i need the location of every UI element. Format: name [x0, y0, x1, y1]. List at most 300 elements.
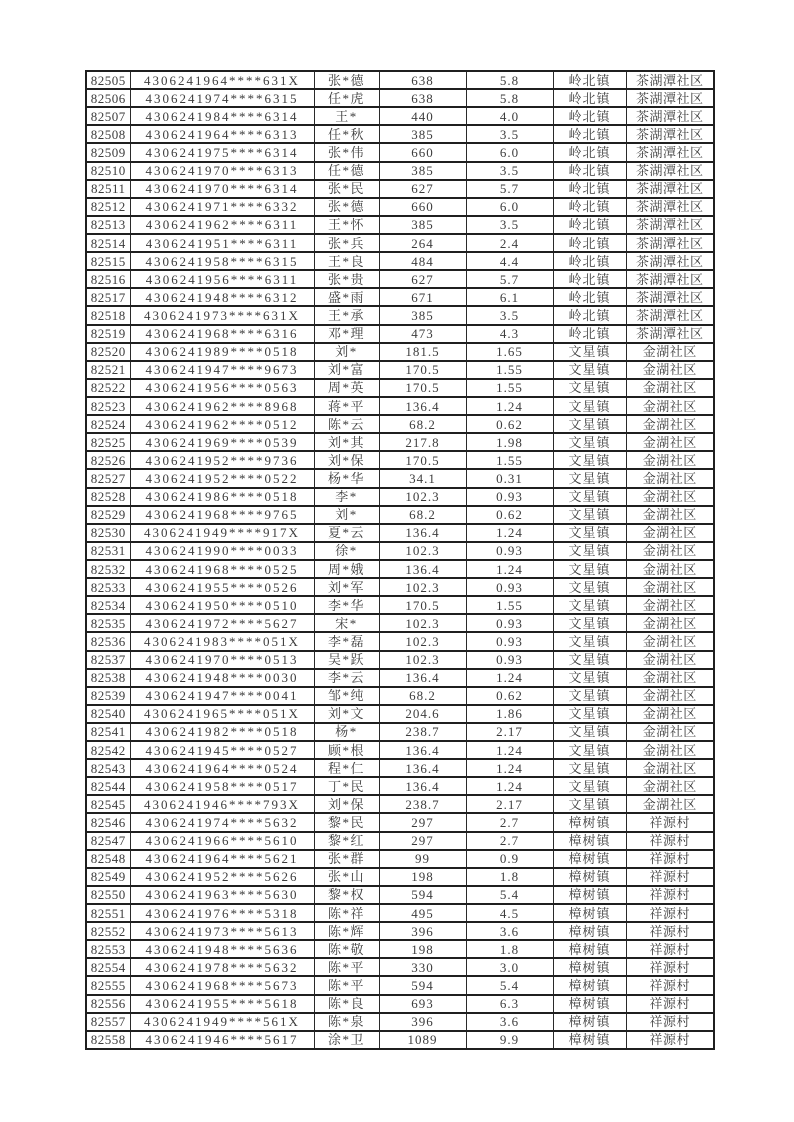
table-row — [86, 71, 714, 89]
cell-town: 文星镇 — [553, 723, 626, 741]
cell-sequence-number: 82516 — [86, 270, 130, 288]
cell-masked-name: 刘*军 — [314, 578, 379, 596]
cell-town: 文星镇 — [553, 560, 626, 578]
cell-masked-name: 周*英 — [314, 379, 379, 397]
cell-sequence-number: 82533 — [86, 578, 130, 596]
cell-town: 文星镇 — [553, 506, 626, 524]
cell-masked-id-number: 4306241962****0512 — [130, 415, 314, 433]
cell-sequence-number: 82511 — [86, 180, 130, 198]
cell-sequence-number: 82544 — [86, 777, 130, 795]
cell-rate: 0.93 — [466, 614, 553, 632]
cell-masked-id-number: 4306241982****0518 — [130, 723, 314, 741]
cell-rate: 3.5 — [466, 125, 553, 143]
cell-community: 茶湖潭社区 — [626, 143, 714, 161]
cell-masked-name: 张*山 — [314, 868, 379, 886]
table-row — [86, 469, 714, 487]
table-row — [86, 162, 714, 180]
cell-sequence-number: 82509 — [86, 143, 130, 161]
cell-community: 金湖社区 — [626, 795, 714, 813]
cell-masked-id-number: 4306241972****5627 — [130, 614, 314, 632]
cell-community: 祥源村 — [626, 1031, 714, 1049]
table-row — [86, 596, 714, 614]
cell-sequence-number: 82541 — [86, 723, 130, 741]
cell-sequence-number: 82528 — [86, 488, 130, 506]
cell-sequence-number: 82518 — [86, 306, 130, 324]
cell-town: 文星镇 — [553, 596, 626, 614]
cell-town: 文星镇 — [553, 469, 626, 487]
cell-masked-name: 丁*民 — [314, 777, 379, 795]
table-row — [86, 741, 714, 759]
cell-masked-name: 周*娥 — [314, 560, 379, 578]
cell-amount: 68.2 — [379, 506, 466, 524]
table-row — [86, 995, 714, 1013]
cell-sequence-number: 82531 — [86, 542, 130, 560]
cell-rate: 9.9 — [466, 1031, 553, 1049]
table-row — [86, 904, 714, 922]
cell-sequence-number: 82545 — [86, 795, 130, 813]
cell-town: 岭北镇 — [553, 125, 626, 143]
cell-rate: 0.93 — [466, 651, 553, 669]
cell-amount: 627 — [379, 180, 466, 198]
cell-town: 樟树镇 — [553, 976, 626, 994]
cell-amount: 136.4 — [379, 397, 466, 415]
cell-sequence-number: 82520 — [86, 343, 130, 361]
cell-sequence-number: 82549 — [86, 868, 130, 886]
table-row — [86, 632, 714, 650]
cell-community: 金湖社区 — [626, 669, 714, 687]
cell-community: 金湖社区 — [626, 343, 714, 361]
cell-town: 樟树镇 — [553, 850, 626, 868]
cell-masked-id-number: 4306241973****631X — [130, 306, 314, 324]
cell-masked-name: 夏*云 — [314, 524, 379, 542]
cell-sequence-number: 82546 — [86, 813, 130, 831]
cell-rate: 5.4 — [466, 886, 553, 904]
cell-town: 岭北镇 — [553, 162, 626, 180]
cell-sequence-number: 82543 — [86, 759, 130, 777]
cell-amount: 34.1 — [379, 469, 466, 487]
cell-amount: 627 — [379, 270, 466, 288]
cell-community: 茶湖潭社区 — [626, 89, 714, 107]
cell-masked-name: 陈*祥 — [314, 904, 379, 922]
cell-town: 岭北镇 — [553, 234, 626, 252]
cell-masked-id-number: 4306241974****5632 — [130, 813, 314, 831]
cell-community: 茶湖潭社区 — [626, 325, 714, 343]
cell-community: 金湖社区 — [626, 578, 714, 596]
cell-community: 祥源村 — [626, 850, 714, 868]
cell-rate: 0.62 — [466, 687, 553, 705]
cell-community: 祥源村 — [626, 922, 714, 940]
table-row — [86, 397, 714, 415]
cell-rate: 2.7 — [466, 832, 553, 850]
cell-masked-id-number: 4306241976****5318 — [130, 904, 314, 922]
table-row — [86, 125, 714, 143]
cell-masked-id-number: 4306241964****6313 — [130, 125, 314, 143]
cell-community: 茶湖潭社区 — [626, 306, 714, 324]
cell-masked-name: 黎*权 — [314, 886, 379, 904]
cell-masked-name: 黎*红 — [314, 832, 379, 850]
cell-masked-name: 张*民 — [314, 180, 379, 198]
cell-amount: 594 — [379, 886, 466, 904]
cell-community: 金湖社区 — [626, 433, 714, 451]
cell-masked-name: 张*德 — [314, 198, 379, 216]
cell-town: 文星镇 — [553, 451, 626, 469]
table-row — [86, 216, 714, 234]
cell-rate: 0.93 — [466, 632, 553, 650]
table-row — [86, 669, 714, 687]
cell-rate: 1.55 — [466, 361, 553, 379]
table-row — [86, 143, 714, 161]
cell-masked-id-number: 4306241958****6315 — [130, 252, 314, 270]
cell-rate: 0.93 — [466, 542, 553, 560]
cell-amount: 136.4 — [379, 560, 466, 578]
cell-masked-name: 程*仁 — [314, 759, 379, 777]
cell-sequence-number: 82526 — [86, 451, 130, 469]
table-row — [86, 180, 714, 198]
table-row — [86, 1031, 714, 1049]
table-row — [86, 107, 714, 125]
cell-masked-id-number: 4306241955****0526 — [130, 578, 314, 596]
table-row — [86, 922, 714, 940]
cell-rate: 3.6 — [466, 922, 553, 940]
cell-community: 茶湖潭社区 — [626, 107, 714, 125]
cell-town: 文星镇 — [553, 651, 626, 669]
cell-rate: 4.3 — [466, 325, 553, 343]
cell-amount: 136.4 — [379, 741, 466, 759]
cell-rate: 1.65 — [466, 343, 553, 361]
cell-sequence-number: 82529 — [86, 506, 130, 524]
table-row — [86, 542, 714, 560]
cell-masked-name: 王*怀 — [314, 216, 379, 234]
cell-town: 文星镇 — [553, 705, 626, 723]
cell-sequence-number: 82525 — [86, 433, 130, 451]
table-row — [86, 940, 714, 958]
cell-community: 金湖社区 — [626, 596, 714, 614]
cell-amount: 385 — [379, 162, 466, 180]
cell-amount: 660 — [379, 143, 466, 161]
cell-rate: 4.0 — [466, 107, 553, 125]
cell-masked-name: 刘*保 — [314, 795, 379, 813]
cell-sequence-number: 82523 — [86, 397, 130, 415]
cell-masked-name: 涂*卫 — [314, 1031, 379, 1049]
cell-amount: 660 — [379, 198, 466, 216]
cell-masked-id-number: 4306241956****0563 — [130, 379, 314, 397]
cell-masked-name: 刘*保 — [314, 451, 379, 469]
cell-masked-name: 陈*良 — [314, 995, 379, 1013]
cell-community: 茶湖潭社区 — [626, 198, 714, 216]
table-row — [86, 795, 714, 813]
cell-town: 文星镇 — [553, 379, 626, 397]
table-row — [86, 813, 714, 831]
cell-town: 樟树镇 — [553, 1031, 626, 1049]
cell-community: 金湖社区 — [626, 397, 714, 415]
cell-masked-name: 陈*云 — [314, 415, 379, 433]
cell-town: 樟树镇 — [553, 922, 626, 940]
cell-town: 岭北镇 — [553, 306, 626, 324]
cell-town: 岭北镇 — [553, 252, 626, 270]
cell-rate: 0.31 — [466, 469, 553, 487]
cell-rate: 6.0 — [466, 198, 553, 216]
cell-masked-id-number: 4306241970****0513 — [130, 651, 314, 669]
cell-town: 文星镇 — [553, 614, 626, 632]
cell-sequence-number: 82540 — [86, 705, 130, 723]
table-row — [86, 343, 714, 361]
cell-community: 茶湖潭社区 — [626, 234, 714, 252]
cell-masked-id-number: 4306241964****5621 — [130, 850, 314, 868]
cell-masked-name: 王*良 — [314, 252, 379, 270]
cell-amount: 330 — [379, 958, 466, 976]
cell-amount: 638 — [379, 71, 466, 89]
cell-community: 茶湖潭社区 — [626, 216, 714, 234]
cell-masked-name: 张*伟 — [314, 143, 379, 161]
cell-masked-name: 徐* — [314, 542, 379, 560]
cell-masked-id-number: 4306241952****9736 — [130, 451, 314, 469]
table-row — [86, 578, 714, 596]
cell-community: 茶湖潭社区 — [626, 71, 714, 89]
cell-amount: 136.4 — [379, 524, 466, 542]
cell-masked-name: 陈*平 — [314, 958, 379, 976]
cell-sequence-number: 82513 — [86, 216, 130, 234]
cell-masked-id-number: 4306241947****0041 — [130, 687, 314, 705]
cell-masked-name: 刘* — [314, 506, 379, 524]
cell-amount: 264 — [379, 234, 466, 252]
cell-community: 金湖社区 — [626, 759, 714, 777]
cell-sequence-number: 82527 — [86, 469, 130, 487]
cell-masked-name: 王*承 — [314, 306, 379, 324]
records-table-body — [86, 71, 714, 1049]
cell-masked-id-number: 4306241978****5632 — [130, 958, 314, 976]
cell-masked-name: 顾*根 — [314, 741, 379, 759]
cell-amount: 170.5 — [379, 361, 466, 379]
cell-masked-name: 邹*纯 — [314, 687, 379, 705]
cell-rate: 1.24 — [466, 524, 553, 542]
cell-rate: 3.5 — [466, 306, 553, 324]
table-row — [86, 651, 714, 669]
cell-amount: 102.3 — [379, 651, 466, 669]
cell-community: 金湖社区 — [626, 469, 714, 487]
cell-rate: 3.6 — [466, 1013, 553, 1031]
cell-masked-name: 张*群 — [314, 850, 379, 868]
cell-town: 樟树镇 — [553, 1013, 626, 1031]
cell-rate: 2.17 — [466, 795, 553, 813]
table-row — [86, 506, 714, 524]
cell-masked-id-number: 4306241984****6314 — [130, 107, 314, 125]
cell-sequence-number: 82554 — [86, 958, 130, 976]
cell-town: 樟树镇 — [553, 813, 626, 831]
cell-amount: 440 — [379, 107, 466, 125]
cell-masked-id-number: 4306241956****6311 — [130, 270, 314, 288]
cell-masked-name: 张*德 — [314, 71, 379, 89]
cell-rate: 6.3 — [466, 995, 553, 1013]
cell-masked-name: 陈*泉 — [314, 1013, 379, 1031]
cell-town: 文星镇 — [553, 542, 626, 560]
cell-amount: 495 — [379, 904, 466, 922]
cell-masked-id-number: 4306241968****9765 — [130, 506, 314, 524]
cell-amount: 68.2 — [379, 687, 466, 705]
cell-rate: 3.5 — [466, 162, 553, 180]
cell-amount: 198 — [379, 868, 466, 886]
cell-community: 金湖社区 — [626, 687, 714, 705]
cell-masked-name: 王* — [314, 107, 379, 125]
cell-masked-id-number: 4306241968****5673 — [130, 976, 314, 994]
cell-masked-id-number: 4306241990****0033 — [130, 542, 314, 560]
cell-community: 金湖社区 — [626, 451, 714, 469]
cell-rate: 0.62 — [466, 415, 553, 433]
cell-town: 文星镇 — [553, 361, 626, 379]
table-row — [86, 614, 714, 632]
cell-masked-name: 任*虎 — [314, 89, 379, 107]
cell-sequence-number: 82556 — [86, 995, 130, 1013]
cell-masked-id-number: 4306241975****6314 — [130, 143, 314, 161]
cell-sequence-number: 82515 — [86, 252, 130, 270]
cell-sequence-number: 82555 — [86, 976, 130, 994]
cell-amount: 594 — [379, 976, 466, 994]
table-row — [86, 89, 714, 107]
cell-rate: 1.55 — [466, 596, 553, 614]
cell-town: 岭北镇 — [553, 325, 626, 343]
cell-sequence-number: 82506 — [86, 89, 130, 107]
cell-town: 文星镇 — [553, 777, 626, 795]
cell-rate: 1.8 — [466, 940, 553, 958]
cell-masked-name: 刘*富 — [314, 361, 379, 379]
cell-town: 文星镇 — [553, 397, 626, 415]
cell-sequence-number: 82514 — [86, 234, 130, 252]
cell-community: 金湖社区 — [626, 379, 714, 397]
cell-masked-name: 吴*跃 — [314, 651, 379, 669]
cell-town: 樟树镇 — [553, 995, 626, 1013]
cell-sequence-number: 82510 — [86, 162, 130, 180]
table-row — [86, 379, 714, 397]
cell-masked-name: 李*华 — [314, 596, 379, 614]
cell-community: 金湖社区 — [626, 524, 714, 542]
cell-sequence-number: 82512 — [86, 198, 130, 216]
cell-amount: 170.5 — [379, 596, 466, 614]
cell-masked-id-number: 4306241948****6312 — [130, 288, 314, 306]
cell-sequence-number: 82532 — [86, 560, 130, 578]
cell-masked-name: 陈*敬 — [314, 940, 379, 958]
cell-community: 金湖社区 — [626, 361, 714, 379]
cell-masked-id-number: 4306241948****0030 — [130, 669, 314, 687]
cell-sequence-number: 82535 — [86, 614, 130, 632]
table-row — [86, 524, 714, 542]
cell-rate: 0.93 — [466, 578, 553, 596]
cell-town: 文星镇 — [553, 343, 626, 361]
cell-town: 樟树镇 — [553, 904, 626, 922]
cell-rate: 2.4 — [466, 234, 553, 252]
cell-rate: 1.24 — [466, 560, 553, 578]
cell-amount: 385 — [379, 306, 466, 324]
cell-town: 岭北镇 — [553, 180, 626, 198]
cell-masked-id-number: 4306241949****917X — [130, 524, 314, 542]
cell-sequence-number: 82508 — [86, 125, 130, 143]
cell-rate: 0.62 — [466, 506, 553, 524]
cell-sequence-number: 82536 — [86, 632, 130, 650]
cell-masked-name: 杨*华 — [314, 469, 379, 487]
cell-sequence-number: 82519 — [86, 325, 130, 343]
cell-community: 祥源村 — [626, 1013, 714, 1031]
table-row — [86, 723, 714, 741]
cell-amount: 102.3 — [379, 488, 466, 506]
table-row — [86, 252, 714, 270]
cell-rate: 0.93 — [466, 488, 553, 506]
cell-rate: 5.8 — [466, 71, 553, 89]
cell-rate: 3.0 — [466, 958, 553, 976]
cell-amount: 198 — [379, 940, 466, 958]
cell-amount: 473 — [379, 325, 466, 343]
cell-amount: 396 — [379, 922, 466, 940]
table-row — [86, 832, 714, 850]
cell-amount: 297 — [379, 832, 466, 850]
cell-rate: 1.24 — [466, 777, 553, 795]
cell-masked-id-number: 4306241955****5618 — [130, 995, 314, 1013]
cell-town: 樟树镇 — [553, 886, 626, 904]
cell-rate: 2.7 — [466, 813, 553, 831]
cell-sequence-number: 82522 — [86, 379, 130, 397]
cell-town: 岭北镇 — [553, 143, 626, 161]
cell-masked-id-number: 4306241968****6316 — [130, 325, 314, 343]
cell-community: 金湖社区 — [626, 506, 714, 524]
cell-town: 岭北镇 — [553, 107, 626, 125]
cell-amount: 99 — [379, 850, 466, 868]
cell-sequence-number: 82558 — [86, 1031, 130, 1049]
cell-masked-name: 盛*雨 — [314, 288, 379, 306]
table-row — [86, 288, 714, 306]
cell-community: 祥源村 — [626, 886, 714, 904]
cell-town: 文星镇 — [553, 669, 626, 687]
cell-community: 祥源村 — [626, 813, 714, 831]
cell-community: 祥源村 — [626, 832, 714, 850]
cell-sequence-number: 82542 — [86, 741, 130, 759]
cell-masked-id-number: 4306241947****9673 — [130, 361, 314, 379]
cell-amount: 396 — [379, 1013, 466, 1031]
cell-amount: 484 — [379, 252, 466, 270]
cell-masked-id-number: 4306241946****793X — [130, 795, 314, 813]
cell-masked-id-number: 4306241968****0525 — [130, 560, 314, 578]
cell-town: 文星镇 — [553, 687, 626, 705]
table-row — [86, 976, 714, 994]
cell-amount: 136.4 — [379, 759, 466, 777]
cell-town: 文星镇 — [553, 524, 626, 542]
cell-town: 樟树镇 — [553, 940, 626, 958]
cell-community: 茶湖潭社区 — [626, 270, 714, 288]
cell-amount: 170.5 — [379, 451, 466, 469]
cell-amount: 297 — [379, 813, 466, 831]
cell-masked-id-number: 4306241974****6315 — [130, 89, 314, 107]
cell-rate: 6.0 — [466, 143, 553, 161]
cell-amount: 238.7 — [379, 723, 466, 741]
cell-masked-id-number: 4306241962****6311 — [130, 216, 314, 234]
cell-rate: 0.9 — [466, 850, 553, 868]
cell-community: 祥源村 — [626, 940, 714, 958]
cell-rate: 1.55 — [466, 451, 553, 469]
cell-sequence-number: 82524 — [86, 415, 130, 433]
cell-community: 金湖社区 — [626, 560, 714, 578]
cell-masked-id-number: 4306241962****8968 — [130, 397, 314, 415]
cell-town: 文星镇 — [553, 741, 626, 759]
cell-masked-id-number: 4306241951****6311 — [130, 234, 314, 252]
cell-amount: 181.5 — [379, 343, 466, 361]
cell-sequence-number: 82521 — [86, 361, 130, 379]
cell-masked-id-number: 4306241964****631X — [130, 71, 314, 89]
cell-community: 金湖社区 — [626, 777, 714, 795]
cell-masked-id-number: 4306241946****5617 — [130, 1031, 314, 1049]
cell-sequence-number: 82551 — [86, 904, 130, 922]
cell-rate: 3.5 — [466, 216, 553, 234]
table-row — [86, 705, 714, 723]
cell-community: 祥源村 — [626, 958, 714, 976]
cell-masked-id-number: 4306241945****0527 — [130, 741, 314, 759]
cell-rate: 2.17 — [466, 723, 553, 741]
cell-amount: 136.4 — [379, 777, 466, 795]
